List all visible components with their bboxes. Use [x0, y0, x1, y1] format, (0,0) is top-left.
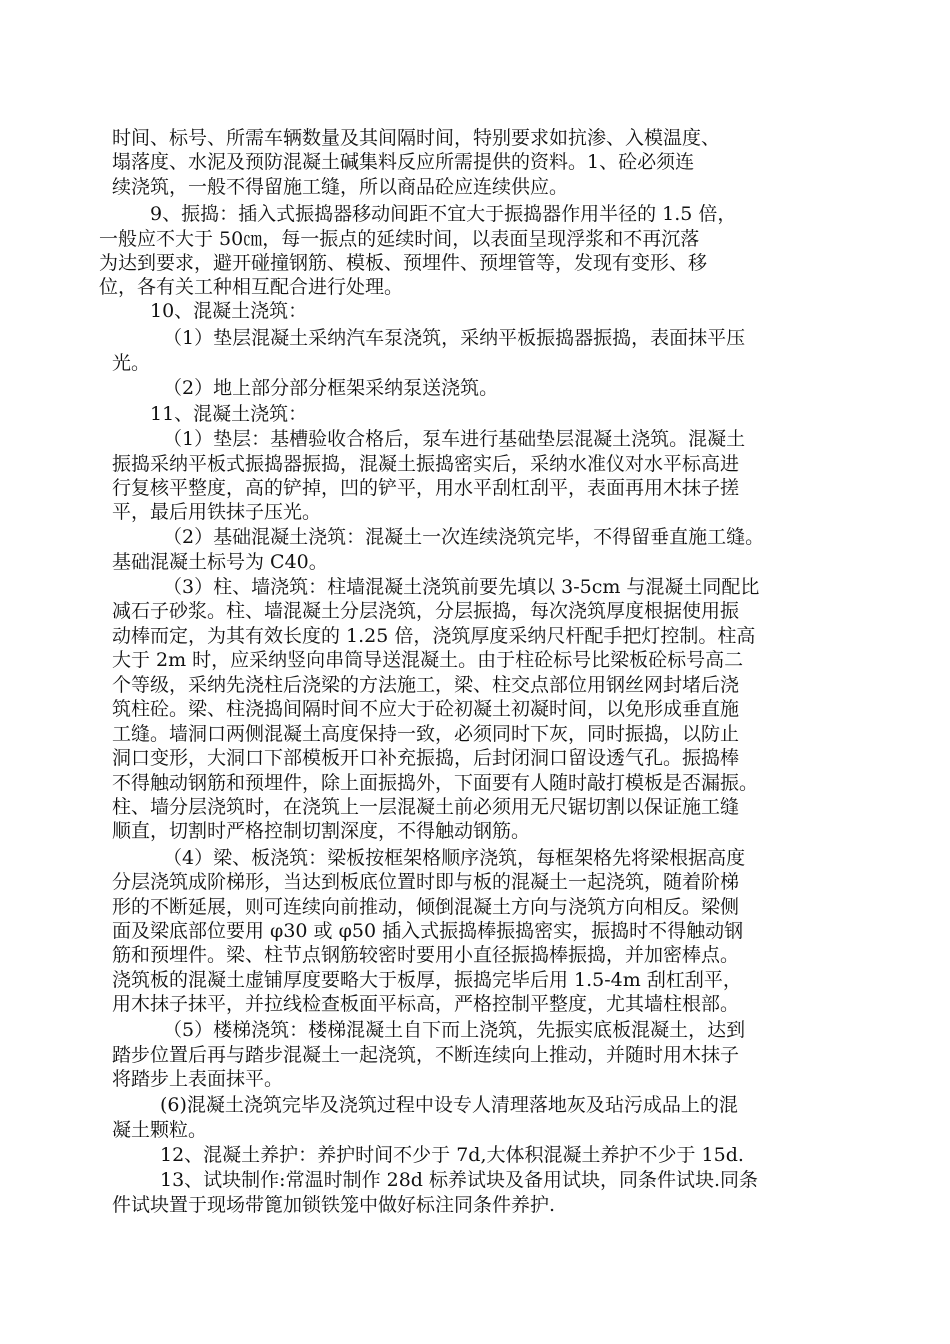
text-line: 踏步位置后再与踏步混凝土一起浇筑，不断连续向上推动，并随时用木抹子: [112, 1044, 740, 1066]
text-line: 13、试块制作:常温时制作 28d 标养试块及备用试块，同条件试块.同条: [160, 1169, 759, 1191]
text-line: 为达到要求，避开碰撞钢筋、模板、预埋件、预埋管等，发现有变形、移: [99, 252, 708, 274]
text-line: 用木抹子抹平，并拉线检查板面平标高，严格控制平整度，尤其墙柱根部。: [112, 993, 740, 1015]
text-line: 洞口变形，大洞口下部模板开口补充振捣，后封闭洞口留设透气孔。振捣棒: [112, 747, 740, 769]
text-line: （1）垫层：基槽验收合格后，泵车进行基础垫层混凝土浇筑。混凝土: [163, 428, 746, 450]
text-line: （5）楼梯浇筑：楼梯混凝土自下而上浇筑，先振实底板混凝土，达到: [163, 1019, 746, 1041]
text-line: 塌落度、水泥及预防混凝土碱集料反应所需提供的资料。1、砼必须连: [112, 151, 695, 173]
text-line: 柱、墙分层浇筑时，在浇筑上一层混凝土前必须用无尺锯切割以保证施工缝: [112, 796, 740, 818]
text-line: 筋和预埋件。梁、柱节点钢筋较密时要用小直径振捣棒振捣，并加密棒点。: [112, 944, 740, 966]
text-line: 续浇筑，一般不得留施工缝，所以商品砼应连续供应。: [112, 176, 569, 198]
text-line: 时间、标号、所需车辆数量及其间隔时间，特别要求如抗渗、入模温度、: [112, 127, 721, 149]
text-line: （4）梁、板浇筑：梁板按框架格顺序浇筑，每框架格先将梁根据高度: [163, 847, 746, 869]
text-line: 大于 2m 时，应采纳竖向串筒导送混凝土。由于柱砼标号比梁板砼标号高二: [112, 649, 744, 671]
text-line: 基础混凝土标号为 C40。: [112, 551, 328, 573]
text-line: 11、混凝土浇筑：: [150, 403, 308, 425]
text-line: 筑柱砼。梁、柱浇捣间隔时间不应大于砼初凝土初凝时间，以免形成垂直施: [112, 698, 740, 720]
text-line: 工缝。墙洞口两侧混凝土高度保持一致，必须同时下灰，同时振捣，以防止: [112, 723, 740, 745]
text-line: 动棒而定，为其有效长度的 1.25 倍，浇筑厚度采纳尺杆配手把灯控制。柱高: [112, 625, 756, 647]
text-line: 一般应不大于 50㎝，每一振点的延续时间，以表面呈现浮浆和不再沉落: [99, 228, 700, 250]
text-line: （2）基础混凝土浇筑：混凝土一次连续浇筑完毕，不得留垂直施工缝。: [163, 526, 765, 548]
text-line: （1）垫层混凝土采纳汽车泵浇筑，采纳平板振捣器振捣，表面抹平压: [163, 327, 746, 349]
text-line: 件试块置于现场带篦加锁铁笼中做好标注同条件养护.: [112, 1194, 556, 1216]
text-line: 平，最后用铁抹子压光。: [112, 501, 322, 523]
text-line: 位，各有关工种相互配合进行处理。: [99, 276, 404, 298]
text-line: 顺直，切割时严格控制切割深度，不得触动钢筋。: [112, 820, 531, 842]
text-line: 行复核平整度，高的铲掉，凹的铲平，用水平刮杠刮平，表面再用木抹子搓: [112, 477, 740, 499]
text-line: 凝土颗粒。: [112, 1119, 208, 1141]
text-line: 10、混凝土浇筑：: [150, 300, 308, 322]
text-line: 形的不断延展，则可连续向前推动，倾倒混凝土方向与浇筑方向相反。梁侧: [112, 896, 740, 918]
text-line: 分层浇筑成阶梯形，当达到板底位置时即与板的混凝土一起浇筑，随着阶梯: [112, 871, 740, 893]
text-line: 9、振捣：插入式振捣器移动间距不宜大于振捣器作用半径的 1.5 倍，: [150, 203, 737, 225]
text-line: （2）地上部分部分框架采纳泵送浇筑。: [163, 377, 499, 399]
text-line: 减石子砂浆。柱、墙混凝土分层浇筑，分层振捣，每次浇筑厚度根据使用振: [112, 600, 740, 622]
text-line: 光。: [112, 352, 151, 374]
text-line: 12、混凝土养护：养护时间不少于 7d,大体积混凝土养护不少于 15d.: [160, 1144, 744, 1166]
text-line: 个等级，采纳先浇柱后浇梁的方法施工，梁、柱交点部位用钢丝网封堵后浇: [112, 674, 740, 696]
text-line: （3）柱、墙浇筑：柱墙混凝土浇筑前要先填以 3-5cm 与混凝土同配比: [163, 576, 760, 598]
text-line: 面及梁底部位要用 φ30 或 φ50 插入式振捣棒振捣密实，振捣时不得触动钢: [112, 920, 744, 942]
text-line: 振捣采纳平板式振捣器振捣，混凝土振捣密实后，采纳水准仪对水平标高进: [112, 453, 740, 475]
text-line: 浇筑板的混凝土虚铺厚度要略大于板厚，振捣完毕后用 1.5-4m 刮杠刮平，: [112, 969, 742, 991]
text-line: 将踏步上表面抹平。: [112, 1068, 284, 1090]
text-line: (6)混凝土浇筑完毕及浇筑过程中设专人清理落地灰及玷污成品上的混: [160, 1094, 738, 1116]
text-line: 不得触动钢筋和预埋件，除上面振捣外，下面要有人随时敲打模板是否漏振。: [112, 772, 759, 794]
